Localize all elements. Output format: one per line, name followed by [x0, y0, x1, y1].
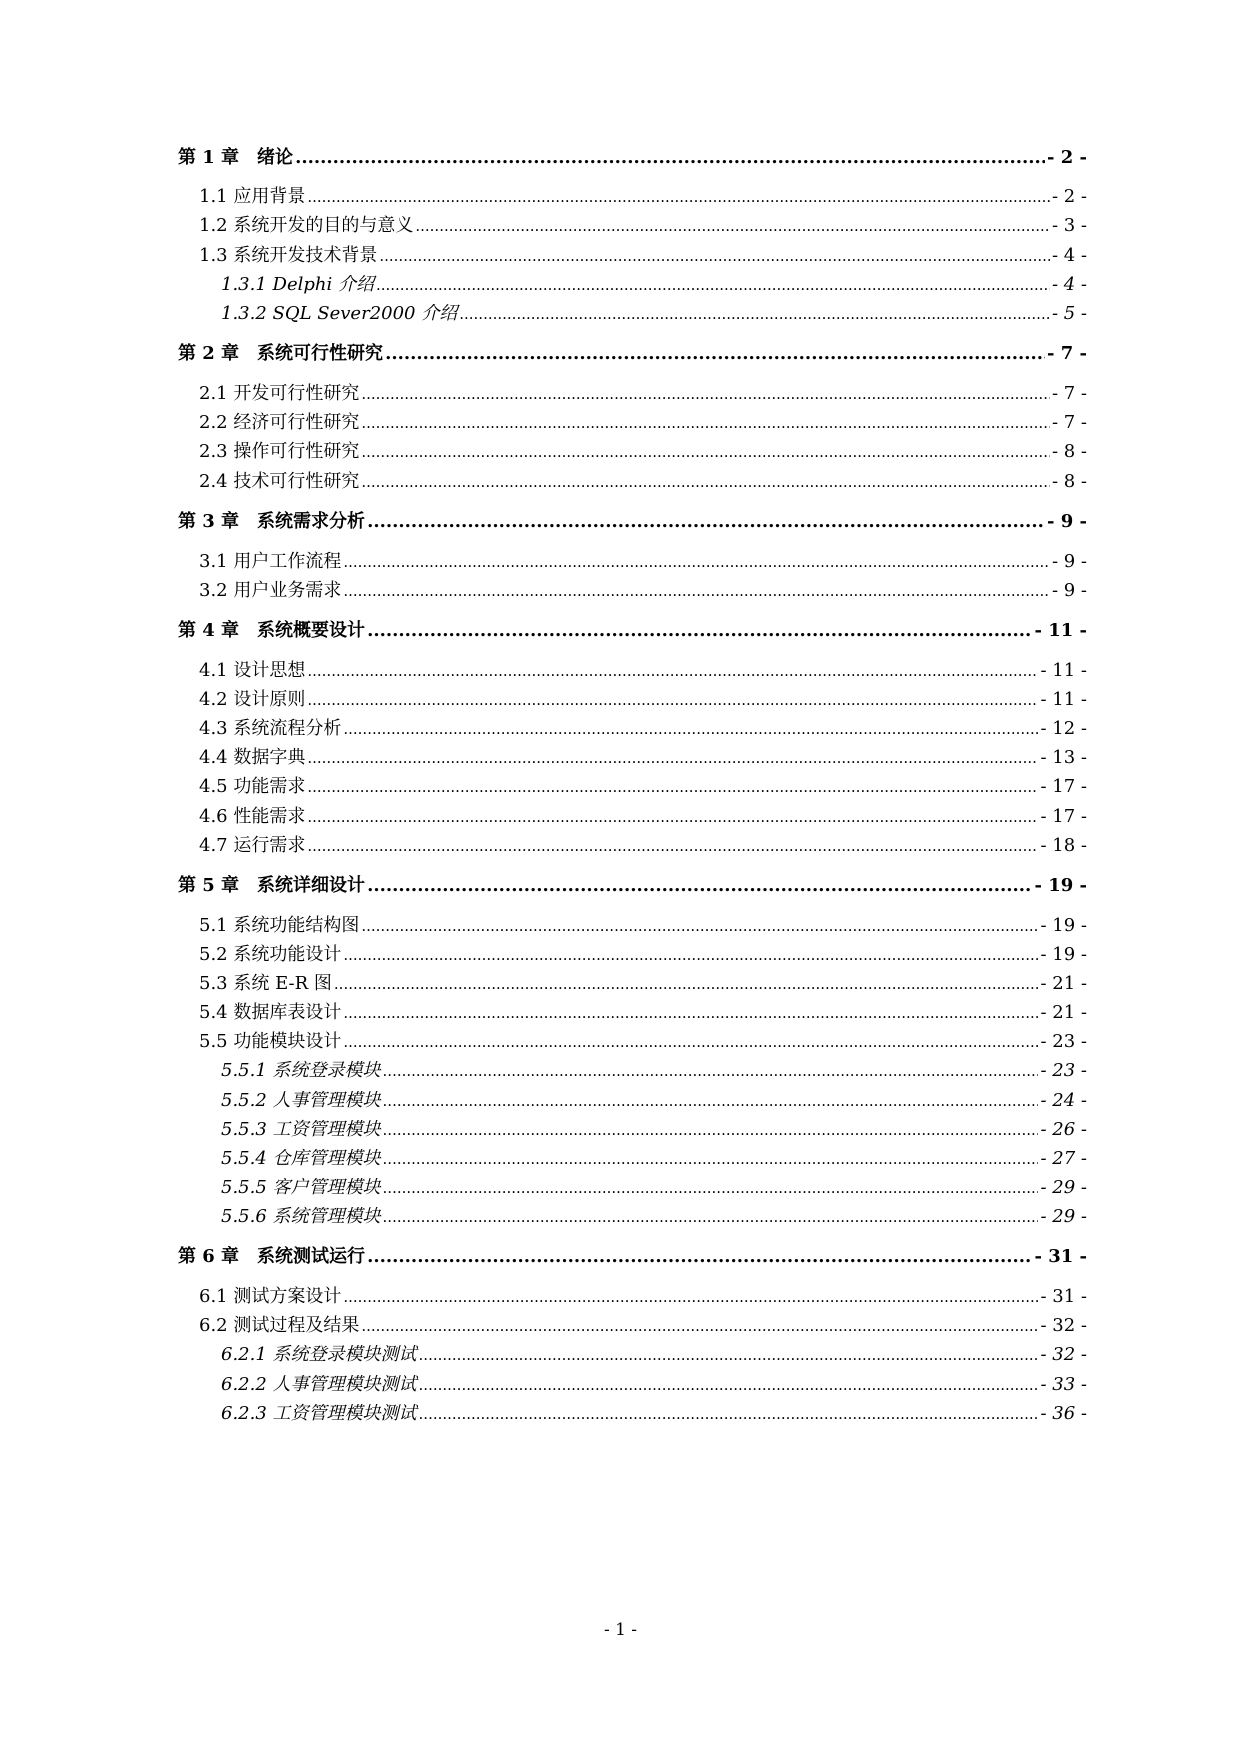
- toc-entry-label: 3.1 用户工作流程: [199, 551, 342, 572]
- toc-entry-page: - 27 -: [1040, 1148, 1087, 1169]
- toc-entry-page: - 11 -: [1040, 660, 1087, 681]
- toc-dot-leader: [367, 872, 1032, 900]
- toc-entry-label: 4.1 设计思想: [199, 660, 306, 681]
- toc-section-entry[interactable]: [199, 1283, 1087, 1311]
- toc-entry-label: 4.3 系统流程分析: [199, 718, 342, 739]
- toc-section-entry[interactable]: [199, 468, 1087, 496]
- toc-section-entry[interactable]: [199, 912, 1087, 940]
- toc-entry-label: 6.1 测试方案设计: [199, 1286, 342, 1307]
- toc-subsection-entry[interactable]: [221, 271, 1087, 299]
- toc-dot-leader: [361, 409, 1050, 437]
- toc-entry-label: 2.1 开发可行性研究: [199, 383, 360, 404]
- toc-subsection-entry[interactable]: [221, 1400, 1087, 1428]
- toc-dot-leader: [361, 912, 1038, 940]
- toc-section-entry[interactable]: [199, 832, 1087, 860]
- toc-chapter-entry[interactable]: [178, 508, 1087, 536]
- toc-entry-label: 4.7 运行需求: [199, 835, 306, 856]
- toc-dot-leader: [383, 1145, 1039, 1173]
- toc-section-entry[interactable]: [199, 548, 1087, 576]
- toc-entry-label: 1.2 系统开发的目的与意义: [199, 215, 414, 236]
- toc-section-entry[interactable]: [199, 212, 1087, 240]
- toc-entry-page: - 18 -: [1040, 835, 1087, 856]
- toc-chapter-entry[interactable]: [178, 617, 1087, 645]
- toc-entry-label: 5.5.1 系统登录模块: [221, 1060, 381, 1081]
- toc-dot-leader: [385, 340, 1045, 368]
- toc-entry-page: - 5 -: [1051, 303, 1087, 324]
- toc-chapter-entry[interactable]: [178, 872, 1087, 900]
- toc-dot-leader: [307, 773, 1038, 801]
- toc-dot-leader: [379, 242, 1050, 270]
- toc-dot-leader: [307, 744, 1038, 772]
- toc-entry-page: - 31 -: [1034, 1246, 1087, 1267]
- toc-chapter-entry[interactable]: [178, 144, 1087, 172]
- toc-dot-leader: [295, 144, 1045, 172]
- toc-section-entry[interactable]: [199, 380, 1087, 408]
- toc-section-entry[interactable]: [199, 970, 1087, 998]
- toc-dot-leader: [343, 941, 1038, 969]
- toc-entry-page: - 12 -: [1040, 718, 1087, 739]
- toc-entry-page: - 29 -: [1040, 1206, 1087, 1227]
- toc-section-entry[interactable]: [199, 1312, 1087, 1340]
- toc-entry-label: 1.1 应用背景: [199, 186, 306, 207]
- toc-dot-leader: [367, 508, 1045, 536]
- toc-section-entry[interactable]: [199, 686, 1087, 714]
- toc-dot-leader: [361, 468, 1050, 496]
- toc-entry-page: - 23 -: [1040, 1031, 1087, 1052]
- toc-subsection-entry[interactable]: [221, 1057, 1087, 1085]
- toc-entry-label: 5.5.5 客户管理模块: [221, 1177, 381, 1198]
- toc-dot-leader: [307, 832, 1038, 860]
- toc-entry-page: - 2 -: [1047, 147, 1087, 168]
- toc-entry-page: - 36 -: [1040, 1403, 1087, 1424]
- toc-entry-label: 4.4 数据字典: [199, 747, 306, 768]
- toc-dot-leader: [383, 1116, 1039, 1144]
- toc-entry-page: - 29 -: [1040, 1177, 1087, 1198]
- toc-dot-leader: [361, 380, 1050, 408]
- toc-dot-leader: [343, 999, 1038, 1027]
- toc-section-entry[interactable]: [199, 715, 1087, 743]
- toc-subsection-entry[interactable]: [221, 300, 1087, 328]
- toc-entry-page: - 23 -: [1040, 1060, 1087, 1081]
- toc-entry-page: - 17 -: [1040, 776, 1087, 797]
- toc-entry-label: 6.2.2 人事管理模块测试: [221, 1374, 417, 1395]
- toc-entry-page: - 8 -: [1051, 441, 1087, 462]
- toc-entry-page: - 9 -: [1047, 511, 1087, 532]
- toc-entry-page: - 19 -: [1040, 915, 1087, 936]
- toc-subsection-entry[interactable]: [221, 1174, 1087, 1202]
- toc-entry-label: 5.5.2 人事管理模块: [221, 1090, 381, 1111]
- toc-entry-page: - 4 -: [1051, 274, 1087, 295]
- toc-section-entry[interactable]: [199, 409, 1087, 437]
- toc-entry-page: - 9 -: [1051, 551, 1087, 572]
- toc-entry-label: 第 1 章 绪论: [178, 147, 294, 168]
- toc-entry-label: 第 6 章 系统测试运行: [178, 1246, 366, 1267]
- toc-dot-leader: [383, 1057, 1039, 1085]
- toc-entry-page: - 3 -: [1051, 215, 1087, 236]
- toc-dot-leader: [307, 686, 1038, 714]
- page-number: - 1 -: [603, 1620, 638, 1640]
- toc-dot-leader: [307, 803, 1038, 831]
- toc-section-entry[interactable]: [199, 242, 1087, 270]
- toc-dot-leader: [334, 970, 1039, 998]
- toc-entry-page: - 21 -: [1040, 973, 1087, 994]
- toc-dot-leader: [419, 1400, 1039, 1428]
- toc-entry-page: - 26 -: [1040, 1119, 1087, 1140]
- toc-entry-page: - 13 -: [1040, 747, 1087, 768]
- toc-entry-label: 1.3.1 Delphi 介绍: [221, 274, 374, 295]
- toc-entry-label: 6.2 测试过程及结果: [199, 1315, 360, 1336]
- toc-entry-page: - 11 -: [1040, 689, 1087, 710]
- toc-dot-leader: [419, 1341, 1039, 1369]
- toc-entry-page: - 19 -: [1034, 875, 1087, 896]
- toc-section-entry[interactable]: [199, 577, 1087, 605]
- toc-dot-leader: [343, 548, 1050, 576]
- toc-section-entry[interactable]: [199, 999, 1087, 1027]
- toc-entry-page: - 2 -: [1051, 186, 1087, 207]
- toc-entry-label: 第 3 章 系统需求分析: [178, 511, 366, 532]
- toc-dot-leader: [459, 300, 1050, 328]
- toc-entry-page: - 21 -: [1040, 1002, 1087, 1023]
- toc-entry-page: - 9 -: [1051, 580, 1087, 601]
- toc-dot-leader: [367, 617, 1032, 645]
- toc-chapter-entry[interactable]: [178, 1243, 1087, 1271]
- toc-subsection-entry[interactable]: [221, 1145, 1087, 1173]
- toc-dot-leader: [343, 1283, 1038, 1311]
- toc-entry-label: 4.6 性能需求: [199, 806, 306, 827]
- toc-chapter-entry[interactable]: [178, 340, 1087, 368]
- toc-dot-leader: [376, 271, 1050, 299]
- toc-entry-page: - 33 -: [1040, 1374, 1087, 1395]
- toc-subsection-entry[interactable]: [221, 1087, 1087, 1115]
- toc-entry-label: 5.5 功能模块设计: [199, 1031, 342, 1052]
- toc-entry-page: - 7 -: [1051, 412, 1087, 433]
- toc-subsection-entry[interactable]: [221, 1341, 1087, 1369]
- toc-entry-label: 3.2 用户业务需求: [199, 580, 342, 601]
- toc-dot-leader: [343, 577, 1050, 605]
- toc-entry-label: 5.5.6 系统管理模块: [221, 1206, 381, 1227]
- toc-section-entry[interactable]: [199, 657, 1087, 685]
- toc-entry-label: 5.2 系统功能设计: [199, 944, 342, 965]
- toc-entry-label: 第 4 章 系统概要设计: [178, 620, 366, 641]
- toc-subsection-entry[interactable]: [221, 1203, 1087, 1231]
- toc-section-entry[interactable]: [199, 744, 1087, 772]
- toc-dot-leader: [361, 438, 1050, 466]
- toc-section-entry[interactable]: [199, 803, 1087, 831]
- toc-entry-page: - 32 -: [1040, 1315, 1087, 1336]
- toc-section-entry[interactable]: [199, 941, 1087, 969]
- toc-entry-label: 1.3 系统开发技术背景: [199, 245, 378, 266]
- toc-section-entry[interactable]: [199, 183, 1087, 211]
- toc-entry-label: 5.5.4 仓库管理模块: [221, 1148, 381, 1169]
- toc-entry-page: - 19 -: [1040, 944, 1087, 965]
- toc-entry-label: 2.3 操作可行性研究: [199, 441, 360, 462]
- toc-entry-label: 6.2.1 系统登录模块测试: [221, 1344, 417, 1365]
- toc-dot-leader: [343, 715, 1038, 743]
- toc-entry-label: 1.3.2 SQL Sever2000 介绍: [221, 303, 458, 324]
- toc-entry-label: 4.2 设计原则: [199, 689, 306, 710]
- toc-dot-leader: [307, 183, 1050, 211]
- toc-entry-label: 5.3 系统 E-R 图: [199, 973, 332, 994]
- toc-entry-label: 6.2.3 工资管理模块测试: [221, 1403, 417, 1424]
- toc-entry-label: 5.1 系统功能结构图: [199, 915, 360, 936]
- toc-entry-label: 第 5 章 系统详细设计: [178, 875, 366, 896]
- toc-entry-page: - 4 -: [1051, 245, 1087, 266]
- toc-dot-leader: [419, 1371, 1039, 1399]
- toc-section-entry[interactable]: [199, 1028, 1087, 1056]
- toc-dot-leader: [383, 1174, 1039, 1202]
- toc-entry-page: - 7 -: [1051, 383, 1087, 404]
- toc-entry-page: - 7 -: [1047, 343, 1087, 364]
- toc-dot-leader: [367, 1243, 1032, 1271]
- toc-dot-leader: [383, 1087, 1039, 1115]
- toc-dot-leader: [307, 657, 1038, 685]
- toc-section-entry[interactable]: [199, 773, 1087, 801]
- toc-entry-page: - 17 -: [1040, 806, 1087, 827]
- toc-dot-leader: [383, 1203, 1039, 1231]
- toc-section-entry[interactable]: [199, 438, 1087, 466]
- toc-dot-leader: [343, 1028, 1038, 1056]
- toc-subsection-entry[interactable]: [221, 1371, 1087, 1399]
- toc-entry-label: 第 2 章 系统可行性研究: [178, 343, 384, 364]
- toc-entry-page: - 8 -: [1051, 471, 1087, 492]
- toc-subsection-entry[interactable]: [221, 1116, 1087, 1144]
- toc-dot-leader: [415, 212, 1050, 240]
- toc-entry-label: 5.5.3 工资管理模块: [221, 1119, 381, 1140]
- toc-entry-page: - 11 -: [1034, 620, 1087, 641]
- toc-dot-leader: [361, 1312, 1038, 1340]
- toc-entry-label: 2.4 技术可行性研究: [199, 471, 360, 492]
- toc-entry-page: - 32 -: [1040, 1344, 1087, 1365]
- toc-entry-label: 5.4 数据库表设计: [199, 1002, 342, 1023]
- toc-entry-page: - 24 -: [1040, 1090, 1087, 1111]
- toc-entry-page: - 31 -: [1040, 1286, 1087, 1307]
- toc-entry-label: 4.5 功能需求: [199, 776, 306, 797]
- toc-entry-label: 2.2 经济可行性研究: [199, 412, 360, 433]
